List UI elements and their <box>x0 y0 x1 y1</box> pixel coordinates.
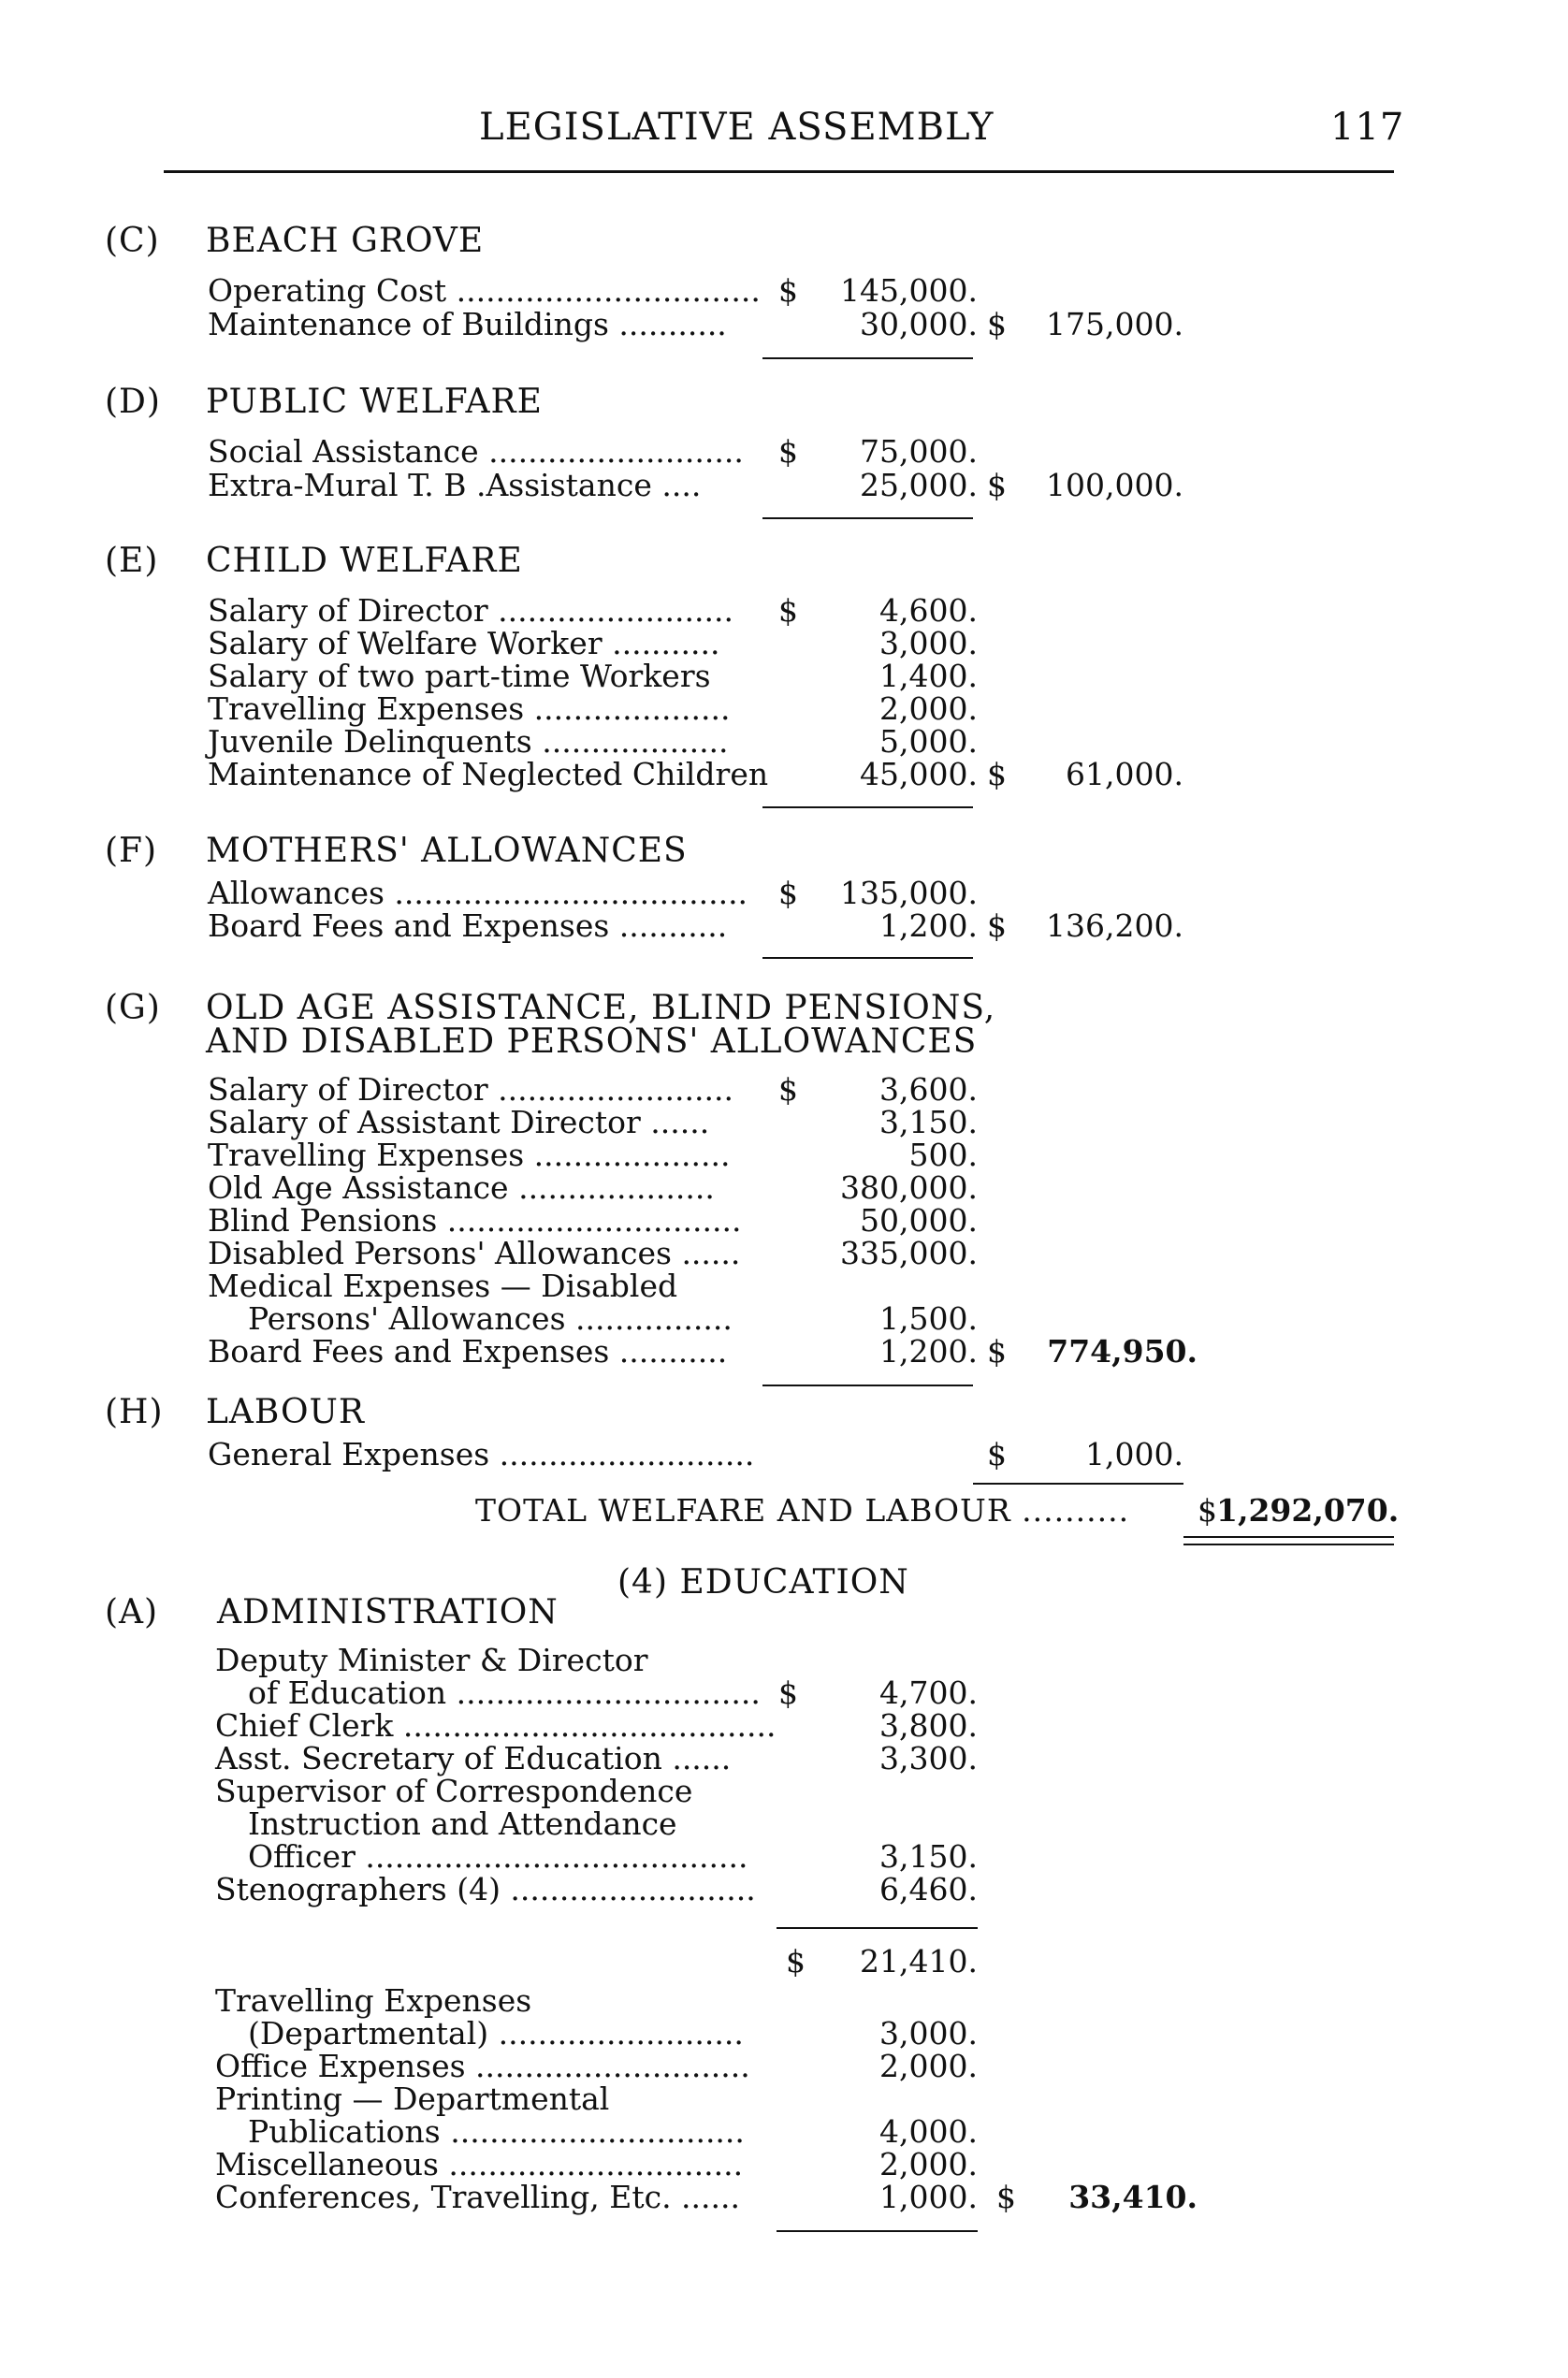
section-total: 175,000. <box>1046 306 1183 342</box>
line-item: Printing — Departmental <box>215 2081 610 2117</box>
line-amount: 50,000. <box>860 1202 978 1239</box>
line-amount: 3,150. <box>879 1838 978 1875</box>
line-item: Salary of Director ........................ <box>208 592 733 629</box>
section-letter-g: (G) <box>105 989 161 1027</box>
line-item: Allowances .................................... <box>208 875 748 911</box>
line-item: Operating Cost ............................... <box>208 272 761 309</box>
subtotal-rule <box>762 517 973 519</box>
grand-total-amount: 1,292,070. <box>1216 1492 1400 1529</box>
line-amount: 25,000. <box>860 467 978 503</box>
subtotal-rule <box>762 806 973 808</box>
line-amount: 380,000. <box>840 1169 978 1206</box>
section-total: 61,000. <box>1066 756 1183 792</box>
line-amount: 75,000. <box>860 433 978 470</box>
subtotal-rule <box>762 1385 973 1386</box>
line-amount: 3,300. <box>879 1740 978 1776</box>
line-item: Salary of Director ........................ <box>208 1071 733 1108</box>
line-amount: 3,150. <box>879 1104 978 1140</box>
line-item: Board Fees and Expenses ........... <box>208 907 728 944</box>
line-item: Deputy Minister & Director <box>215 1642 648 1678</box>
line-amount: 3,600. <box>879 1071 978 1108</box>
line-item: Office Expenses ............................ <box>215 2048 750 2084</box>
line-item: Salary of two part-time Workers <box>208 658 711 694</box>
grand-total-label: TOTAL WELFARE AND LABOUR .......... <box>475 1492 1130 1529</box>
line-item: Officer ....................................... <box>248 1838 748 1875</box>
line-amount: 2,000. <box>879 2048 978 2084</box>
dollar-sign: $ <box>786 1943 806 1979</box>
double-rule-bottom <box>1183 1544 1394 1545</box>
subtotal-rule <box>762 957 973 959</box>
line-item: Old Age Assistance .................... <box>208 1169 715 1206</box>
section-letter-a: (A) <box>105 1593 159 1631</box>
line-item: Disabled Persons' Allowances ...... <box>208 1235 741 1271</box>
line-item: Salary of Assistant Director ...... <box>208 1104 710 1140</box>
line-amount: 335,000. <box>840 1235 978 1271</box>
dollar-sign: $ <box>1198 1492 1217 1529</box>
section-title-beach-grove: BEACH GROVE <box>206 222 485 260</box>
section-title-old-age-line2: AND DISABLED PERSONS' ALLOWANCES <box>206 1022 978 1061</box>
line-item: Miscellaneous .............................. <box>215 2146 744 2182</box>
dollar-sign: $ <box>987 1436 1007 1472</box>
line-item: Conferences, Travelling, Etc. ...... <box>215 2179 740 2215</box>
subtotal-rule <box>777 2230 978 2232</box>
line-item: Travelling Expenses <box>215 1982 532 2019</box>
line-amount: 2,000. <box>879 690 978 727</box>
page-header-title: LEGISLATIVE ASSEMBLY <box>479 106 995 149</box>
line-item: Medical Expenses — Disabled <box>208 1268 678 1304</box>
section-letter-d: (D) <box>105 383 161 421</box>
section-total: 33,410. <box>1068 2179 1198 2215</box>
dollar-sign: $ <box>778 875 798 911</box>
subtotal-rule <box>777 1927 978 1929</box>
section-letter-c: (C) <box>105 222 160 260</box>
line-amount: 3,800. <box>879 1707 978 1744</box>
line-item: Social Assistance .......................... <box>208 433 744 470</box>
dollar-sign: $ <box>987 1333 1007 1370</box>
line-item: of Education ............................... <box>248 1675 761 1711</box>
line-amount: 4,000. <box>879 2113 978 2150</box>
dollar-sign: $ <box>778 1675 798 1711</box>
subtotal-rule <box>762 357 973 359</box>
page-number: 117 <box>1330 106 1405 149</box>
dollar-sign: $ <box>778 433 798 470</box>
line-item: Persons' Allowances ................ <box>248 1300 733 1337</box>
line-amount: 1,200. <box>879 1333 978 1370</box>
dollar-sign: $ <box>996 2179 1016 2215</box>
section-title-administration: ADMINISTRATION <box>217 1593 559 1631</box>
line-item: Blind Pensions .............................. <box>208 1202 742 1239</box>
line-amount: 30,000. <box>860 306 978 342</box>
section-total: 100,000. <box>1046 467 1183 503</box>
line-item: General Expenses .......................... <box>208 1436 755 1472</box>
line-item: Asst. Secretary of Education ...... <box>215 1740 732 1776</box>
line-item: Board Fees and Expenses ........... <box>208 1333 728 1370</box>
line-item: Chief Clerk ...................................... <box>215 1707 777 1744</box>
dollar-sign: $ <box>987 756 1007 792</box>
line-amount: 145,000. <box>840 272 978 309</box>
line-item: Publications .............................. <box>248 2113 745 2150</box>
line-item: Travelling Expenses .................... <box>208 1137 731 1173</box>
line-amount: 6,460. <box>879 1871 978 1907</box>
line-item: Maintenance of Neglected Children <box>208 756 769 792</box>
line-item: Extra-Mural T. B .Assistance .... <box>208 467 702 503</box>
section-title-mothers-allowances: MOTHERS' ALLOWANCES <box>206 832 688 870</box>
section-title-labour: LABOUR <box>206 1393 365 1431</box>
header-rule <box>164 170 1394 173</box>
subtotal-rule <box>973 1483 1183 1485</box>
line-amount: 1,500. <box>879 1300 978 1337</box>
section-letter-f: (F) <box>105 832 158 870</box>
section-title-old-age-line1: OLD AGE ASSISTANCE, BLIND PENSIONS, <box>206 989 996 1027</box>
dollar-sign: $ <box>987 306 1007 342</box>
dollar-sign: $ <box>778 592 798 629</box>
line-amount: 1,000. <box>879 2179 978 2215</box>
line-amount: 3,000. <box>879 2015 978 2052</box>
line-amount: 1,200. <box>879 907 978 944</box>
line-item: Salary of Welfare Worker ........... <box>208 625 720 661</box>
dollar-sign: $ <box>778 1071 798 1108</box>
section-total: 136,200. <box>1046 907 1183 944</box>
line-item: Maintenance of Buildings ........... <box>208 306 727 342</box>
section-title-public-welfare: PUBLIC WELFARE <box>206 383 543 421</box>
line-item: Supervisor of Correspondence <box>215 1773 693 1809</box>
section-letter-e: (E) <box>105 542 159 580</box>
line-amount: 135,000. <box>840 875 978 911</box>
line-item: Travelling Expenses .................... <box>208 690 731 727</box>
section-title-child-welfare: CHILD WELFARE <box>206 542 523 580</box>
line-amount: 4,600. <box>879 592 978 629</box>
line-amount: 500. <box>908 1137 978 1173</box>
line-amount: 45,000. <box>860 756 978 792</box>
line-amount: 2,000. <box>879 2146 978 2182</box>
section-letter-h: (H) <box>105 1393 164 1431</box>
line-amount: 4,700. <box>879 1675 978 1711</box>
section-total: 774,950. <box>1047 1333 1198 1370</box>
line-amount: 5,000. <box>879 723 978 760</box>
dollar-sign: $ <box>987 467 1007 503</box>
dollar-sign: $ <box>778 272 798 309</box>
dollar-sign: $ <box>987 907 1007 944</box>
line-amount: 1,000. <box>1085 1436 1183 1472</box>
subtotal-amount: 21,410. <box>860 1943 978 1979</box>
line-item: (Departmental) ......................... <box>248 2015 744 2052</box>
line-item: Instruction and Attendance <box>248 1805 677 1842</box>
line-amount: 3,000. <box>879 625 978 661</box>
double-rule-top <box>1183 1536 1394 1538</box>
line-amount: 1,400. <box>879 658 978 694</box>
education-heading: (4) EDUCATION <box>617 1563 909 1602</box>
line-item: Stenographers (4) ......................... <box>215 1871 756 1907</box>
line-item: Juvenile Delinquents ................... <box>208 723 729 760</box>
